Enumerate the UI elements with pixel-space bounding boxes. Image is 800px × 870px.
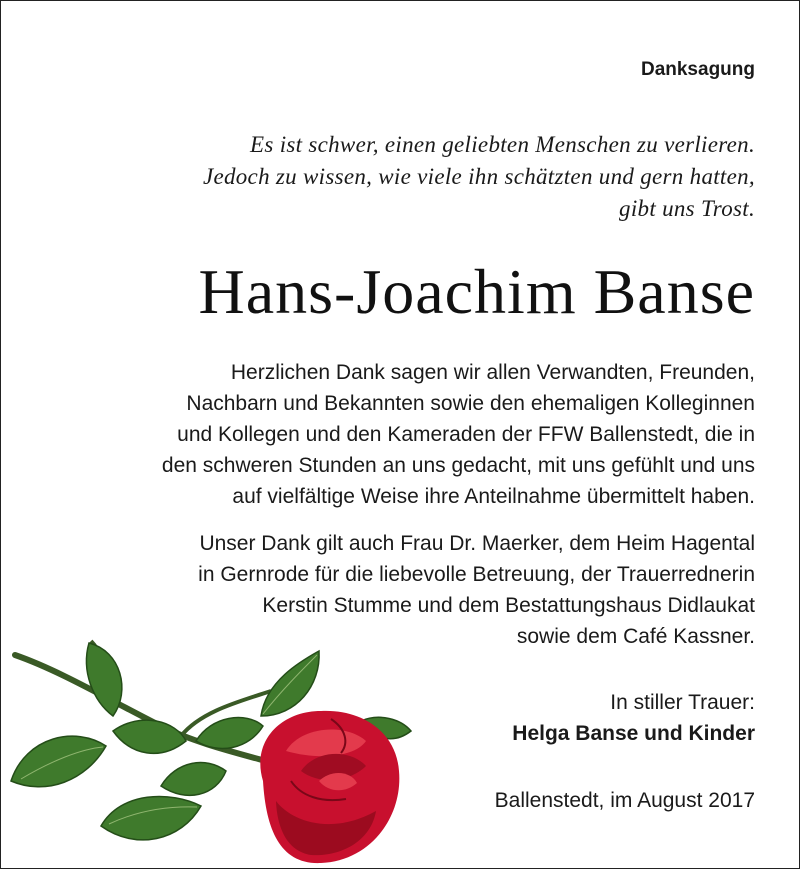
paragraph-line: Herzlichen Dank sagen wir allen Verwandten, Freunden, <box>230 361 755 384</box>
paragraph-line: und Kollegen und den Kameraden der FFW Ballenstedt, die in <box>177 423 755 446</box>
notice-heading: Danksagung <box>640 59 755 80</box>
quote-block <box>35 129 755 225</box>
rose-icon <box>1 631 431 870</box>
paragraph-line: auf vielfältige Weise ihre Anteilnahme übermittelt haben. <box>232 485 755 508</box>
paragraph-line: Kerstin Stumme und dem Bestattungshaus Didlaukat <box>262 594 755 617</box>
place-date: Ballenstedt, im August 2017 <box>494 789 755 812</box>
quote-line: Jedoch zu wissen, wie viele ihn schätzten und gern hatten, <box>202 164 755 189</box>
quote-line: Es ist schwer, einen geliebten Menschen zu verlieren. <box>250 132 755 157</box>
paragraph-line: in Gernrode für die liebevolle Betreuung, der Trauerrednerin <box>198 563 755 586</box>
quote-line: gibt uns Trost. <box>619 196 755 221</box>
deceased-name: Hans-Joachim Banse <box>198 256 755 327</box>
paragraph-line: sowie dem Café Kassner. <box>516 625 755 648</box>
signers: Helga Banse und Kinder <box>512 722 755 745</box>
mourning-line: In stiller Trauer: <box>610 691 755 714</box>
paragraph-line: den schweren Stunden an uns gedacht, mit uns gefühlt und uns <box>161 454 755 477</box>
paragraph-line: Unser Dank gilt auch Frau Dr. Maerker, dem Heim Hagental <box>199 532 755 555</box>
paragraph-line: Nachbarn und Bekannten sowie den ehemaligen Kolleginnen <box>186 392 755 415</box>
thanks-paragraph <box>35 357 755 512</box>
